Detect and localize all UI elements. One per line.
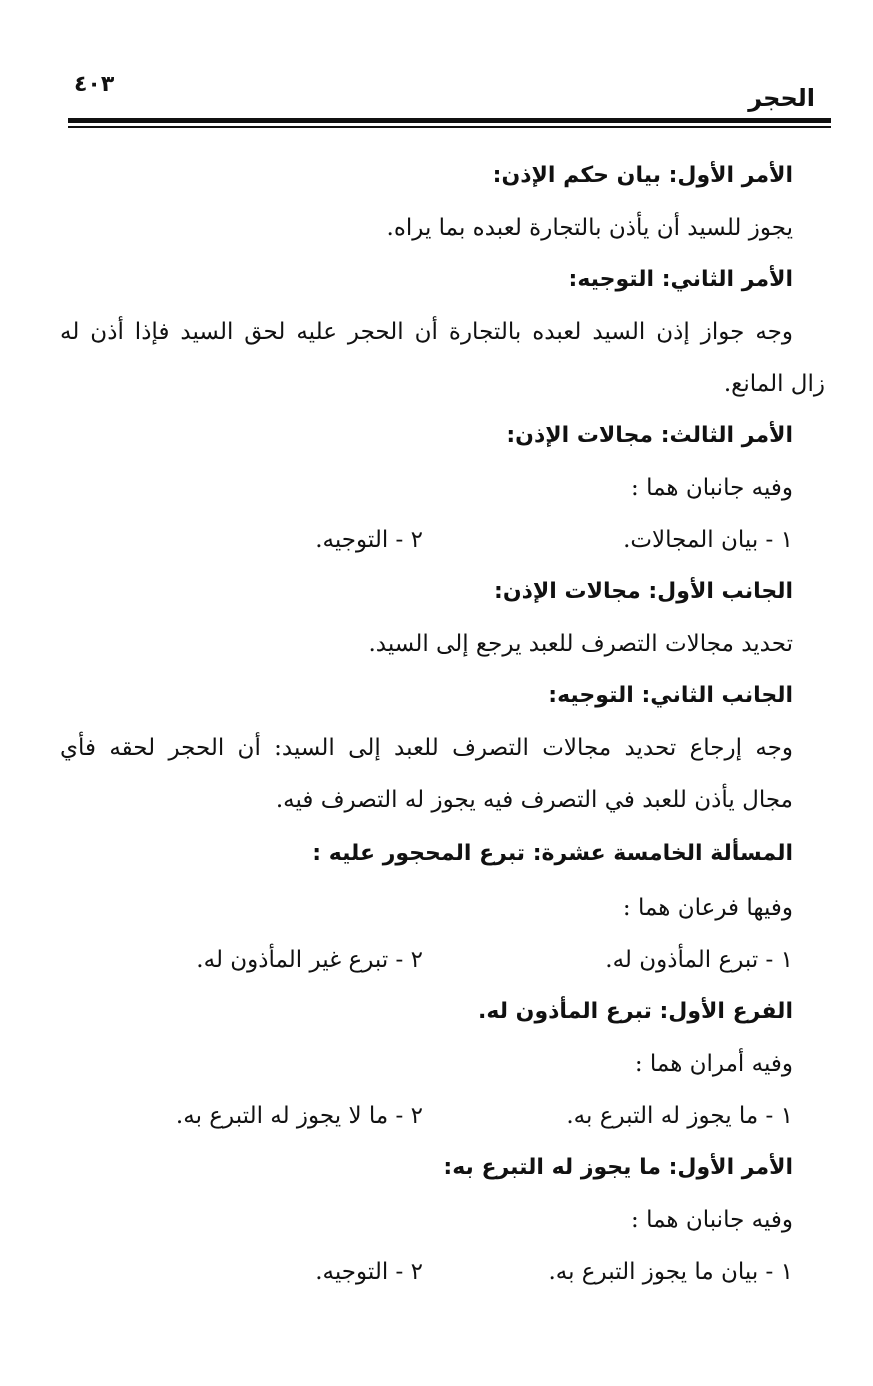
- list-item: ٢ - تبرع غير المأذون له.: [196, 947, 423, 973]
- enumerated-list: [60, 1090, 793, 1142]
- enumerated-list: [60, 514, 793, 566]
- paragraph: وفيه جانبان هما :: [631, 1207, 793, 1233]
- section-heading: الأمر الثالث: مجالات الإذن:: [506, 423, 793, 448]
- section-heading: الجانب الثاني: التوجيه:: [548, 683, 793, 708]
- paragraph: وجه إرجاع تحديد مجالات التصرف للعبد إلى السيد: أن الحجر لحقه فأي: [60, 735, 793, 761]
- paragraph: وفيه جانبان هما :: [631, 475, 793, 501]
- list-item: ١ - ما يجوز له التبرع به.: [566, 1103, 793, 1129]
- section-heading: الأمر الأول: بيان حكم الإذن:: [492, 163, 793, 188]
- section-heading: الأمر الثاني: التوجيه:: [568, 267, 793, 292]
- enumerated-list: [60, 1246, 793, 1298]
- paragraph: يجوز للسيد أن يأذن بالتجارة لعبده بما يراه.: [386, 215, 793, 241]
- list-item: ١ - بيان المجالات.: [623, 527, 793, 553]
- list-item: ١ - بيان ما يجوز التبرع به.: [548, 1259, 793, 1285]
- header-rule-thick: [68, 118, 831, 123]
- enumerated-list: [60, 934, 793, 986]
- section-heading: المسألة الخامسة عشرة: تبرع المحجور عليه :: [312, 841, 793, 866]
- section-heading: الجانب الأول: مجالات الإذن:: [494, 579, 793, 604]
- header-rule-thin: [68, 126, 831, 128]
- list-item: ٢ - التوجيه.: [315, 527, 423, 553]
- list-item: ٢ - التوجيه.: [315, 1259, 423, 1285]
- list-item: ٢ - ما لا يجوز له التبرع به.: [175, 1103, 423, 1129]
- page-number: ٤٠٣: [74, 72, 115, 97]
- paragraph: وفيه أمران هما :: [634, 1051, 793, 1077]
- section-heading: الأمر الأول: ما يجوز له التبرع به:: [443, 1155, 793, 1180]
- list-item: ١ - تبرع المأذون له.: [605, 947, 793, 973]
- chapter-title: الحجر: [748, 84, 815, 112]
- section-heading: الفرع الأول: تبرع المأذون له.: [478, 999, 793, 1024]
- paragraph: وفيها فرعان هما :: [622, 895, 793, 921]
- paragraph-continuation: زال المانع.: [723, 371, 825, 397]
- paragraph: وجه جواز إذن السيد لعبده بالتجارة أن الحجر عليه لحق السيد فإذا أذن له: [60, 319, 793, 345]
- paragraph: تحديد مجالات التصرف للعبد يرجع إلى السيد.: [368, 631, 793, 657]
- page-body: [60, 150, 825, 1298]
- paragraph-continuation: مجال يأذن للعبد في التصرف فيه يجوز له التصرف فيه.: [275, 787, 793, 813]
